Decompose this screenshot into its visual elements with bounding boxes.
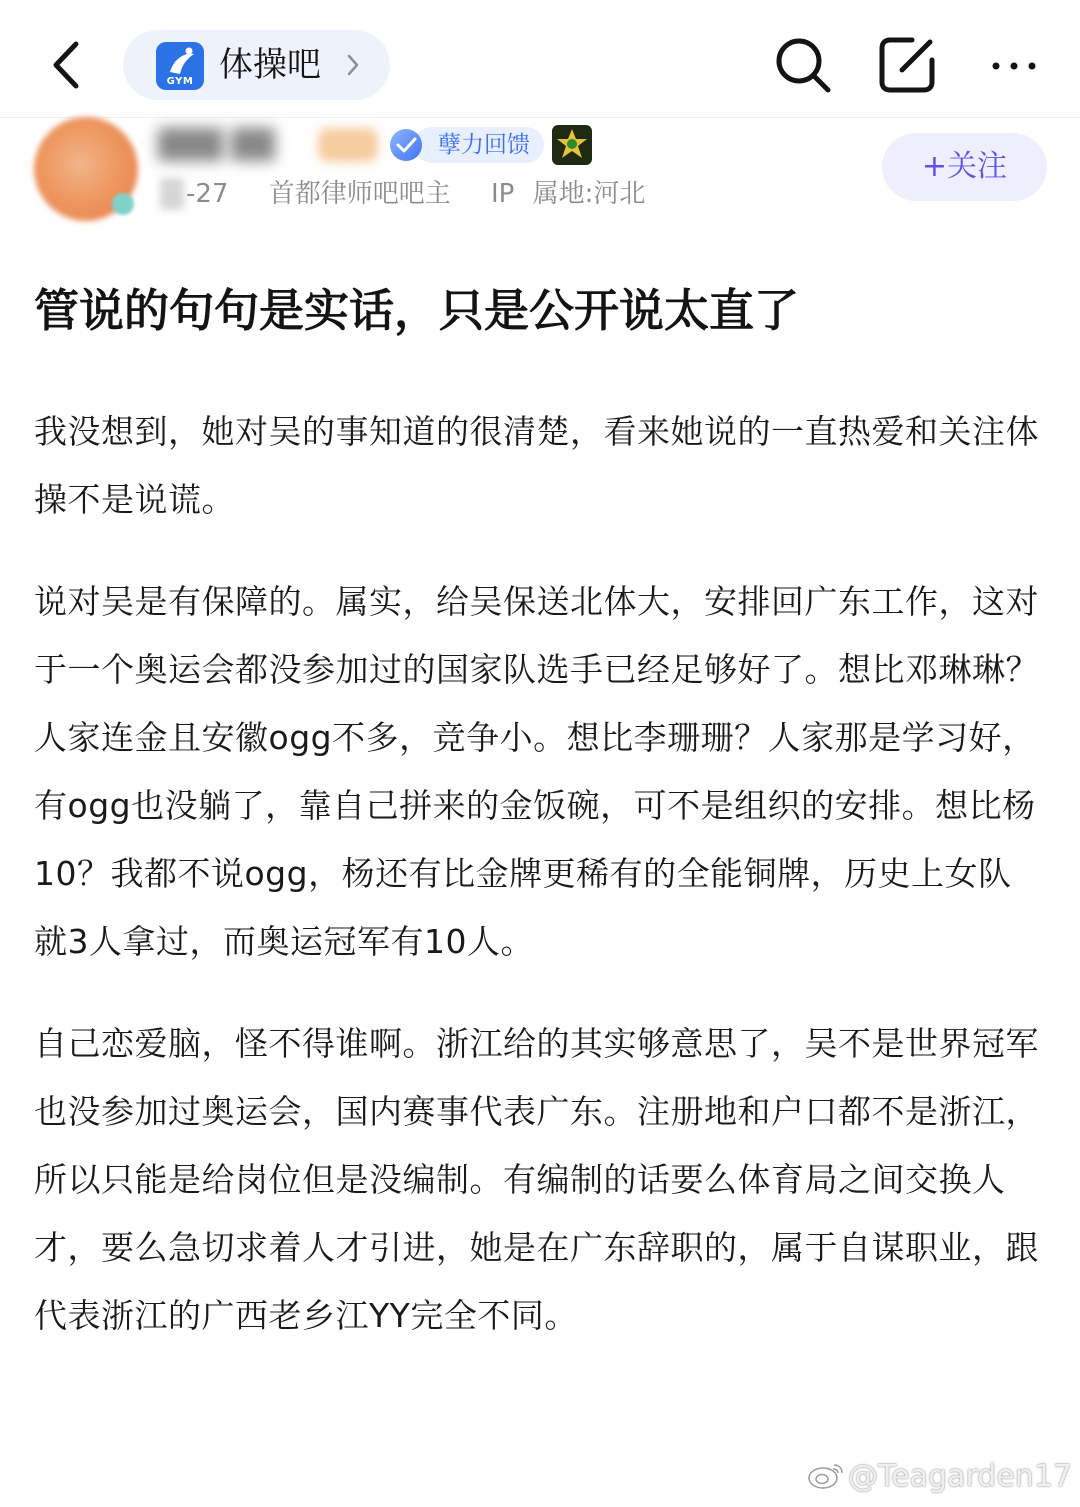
date-redacted (160, 178, 184, 210)
post-body (34, 398, 1044, 1384)
top-navigation-bar (0, 0, 1080, 118)
more-button[interactable] (984, 46, 1044, 86)
search-icon (772, 34, 834, 96)
watermark-text: @Teagarden17 (848, 1459, 1072, 1494)
chevron-right-icon (343, 52, 363, 78)
more-icon (984, 46, 1044, 86)
author-title: 首都律师吧吧主 (268, 179, 451, 209)
follow-button[interactable]: +关注 (882, 133, 1047, 201)
weibo-icon (806, 1460, 846, 1490)
edit-icon (876, 34, 938, 96)
username-redacted[interactable]: ███ ██ (158, 128, 275, 161)
post-meta (186, 176, 667, 212)
level-badge-redacted (318, 128, 378, 162)
forum-name: 体操吧 (219, 45, 321, 85)
vip-icon (388, 127, 428, 163)
gym-logo-icon (156, 42, 204, 90)
post-paragraph: 说对吴是有保障的。属实，给吴保送北体大，安排回广东工作，这对于一个奥运会都没参加过的国家队选手已经足够好了。想比邓琳琳？人家连金且安徽ogg不多，竞争小。想比李珊珊？人家那是学习好，有ogg也没躺了，靠自己拼来的金饭碗，可不是组织的安排。想比杨10？我都不说ogg，杨还有比金牌更稀有的全能铜牌，历史上女队就3人拿过，而奥运冠军有10人。 (34, 582, 1039, 961)
watermark (806, 1452, 1072, 1502)
search-button[interactable] (772, 34, 834, 96)
post-paragraph: 我没想到，她对吴的事知道的很清楚，看来她说的一直热爱和关注体操不是说谎。 (34, 412, 1039, 519)
back-arrow-icon (40, 30, 100, 100)
ip-location: IP 属地:河北 (491, 179, 646, 209)
role-tag: 孽力回馈 (414, 127, 544, 163)
post-date: -27 (186, 179, 229, 209)
post-title: 管说的句句是实话，只是公开说太直了 (34, 284, 800, 337)
header-divider (0, 117, 1080, 118)
medal-icon (552, 125, 592, 165)
forum-entry-button[interactable] (123, 30, 390, 100)
post-paragraph: 自己恋爱脑，怪不得谁啊。浙江给的其实够意思了，吴不是世界冠军也没参加过奥运会，国内赛事代表广东。注册地和户口都不是浙江，所以只能是给岗位但是没编制。有编制的话要么体育局之间交换人才，要么急切求着人才引进，她是在广东辞职的，属于自谋职业，跟代表浙江的广西老乡江YY完全不同。 (34, 1024, 1039, 1335)
edit-button[interactable] (876, 34, 938, 96)
back-button[interactable] (40, 30, 100, 100)
avatar-badge (112, 193, 134, 215)
forum-logo-text: GYM (166, 76, 194, 87)
